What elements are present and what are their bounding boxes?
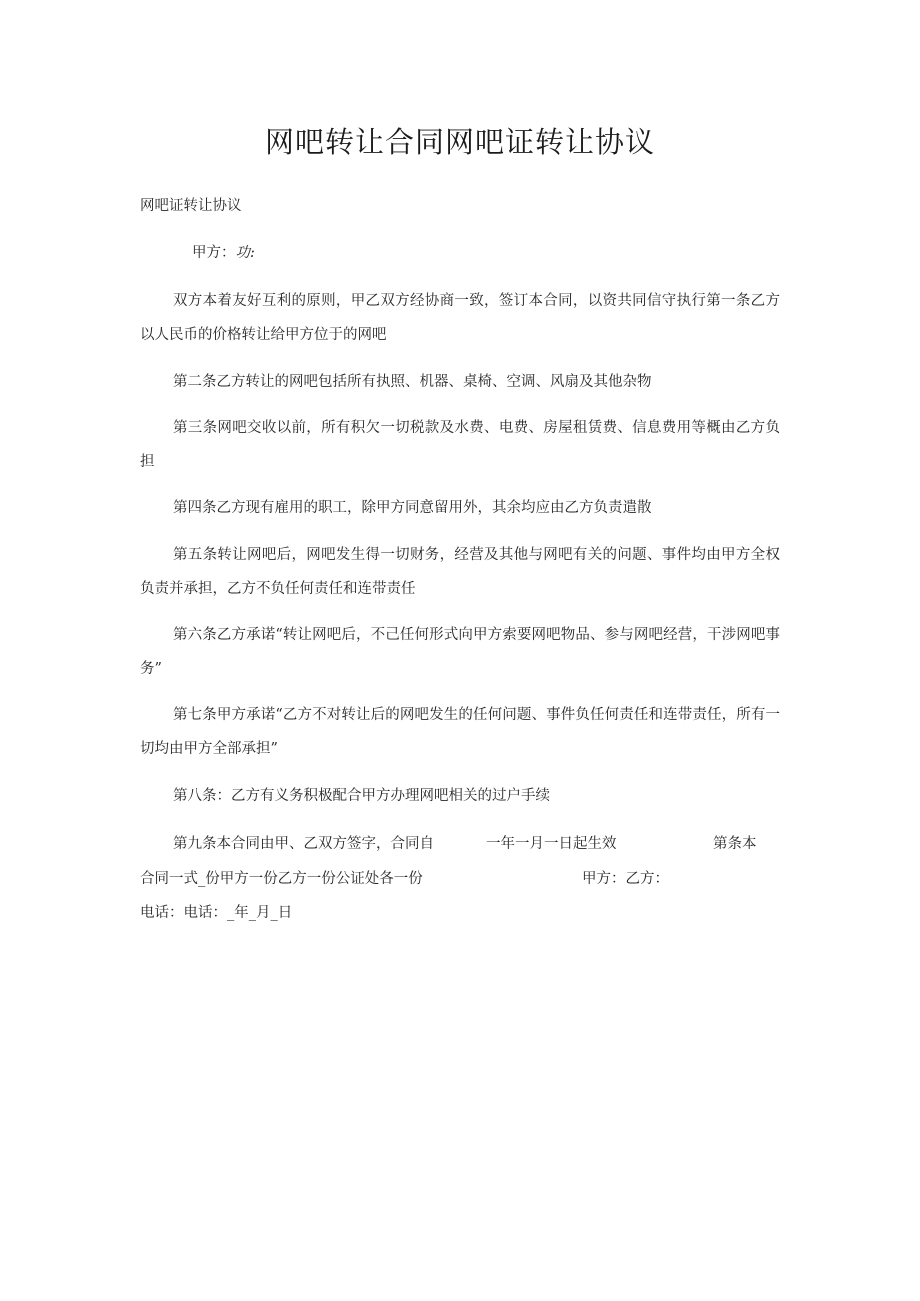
- document-title: 网吧转让合同网吧证转让协议: [264, 125, 655, 159]
- party-value: 功:: [235, 245, 255, 261]
- clause9-part3: 第条本: [713, 836, 757, 852]
- document-subtitle: 网吧证转让协议: [140, 198, 242, 214]
- paragraph-8: 第八条：乙方有义务积极配合甲方办理网吧相关的过户手续: [173, 788, 550, 804]
- paragraph-3: 第三条网吧交收以前，所有积欠一切税款及水费、电费、房屋租赁费、信息费用等概由乙方负担: [140, 420, 780, 470]
- party-label: 甲方：: [192, 245, 236, 261]
- paragraph-1: 双方本着友好互利的原则，甲乙双方经协商一致，签订本合同，以资共同信守执行第一条乙方以人民币的价格转让给甲方位于的网吧: [140, 293, 780, 343]
- paragraph-6: 第六条乙方承诺“转让网吧后，不己任何形式向甲方索要网吧物品、参与网吧经营，干涉网吧事务”: [140, 627, 780, 677]
- paragraph-4: 第四条乙方现有雇用的职工，除甲方同意留用外，其余均应由乙方负责遣散: [173, 500, 652, 516]
- paragraph-2: 第二条乙方转让的网吧包括所有执照、机器、桌椅、空调、风扇及其他杂物: [173, 374, 652, 390]
- paragraph-7: 第七条甲方承诺“乙方不对转让后的网吧发生的任何问题、事件负任何责任和连带责任，所有一切均由甲方全部承担”: [140, 707, 780, 757]
- clause9-part2: 一年一月一日起生效: [486, 836, 617, 852]
- party-line: [192, 243, 255, 263]
- signature-parties: 甲方：乙方：: [582, 871, 669, 887]
- paragraph-5: 第五条转让网吧后，网吧发生得一切财务，经营及其他与网吧有关的问题、事件均由甲方全权负责并承担，乙方不负任何责任和连带责任: [140, 547, 780, 597]
- clause9-part1: 第九条本合同由甲、乙双方签字，合同自: [173, 836, 434, 852]
- clause9-copies: 合同一式_份甲方一份乙方一份公证处各一份: [140, 871, 423, 887]
- phone-date-line: 电话：电话：_年_月_日: [140, 905, 293, 921]
